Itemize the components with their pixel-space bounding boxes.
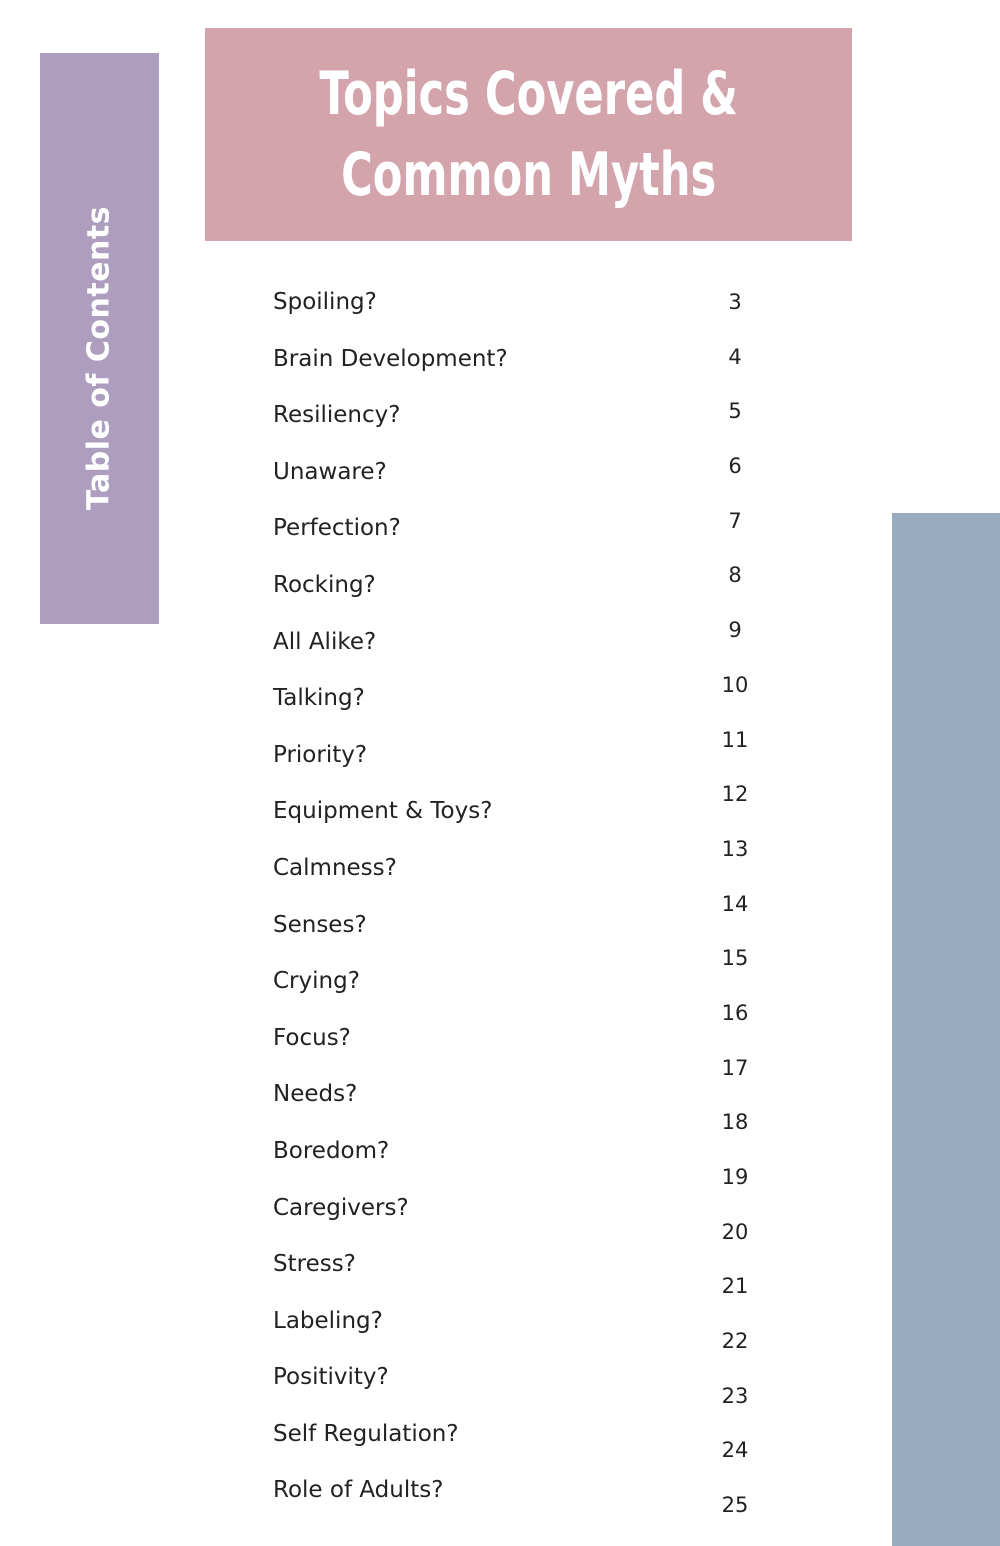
toc-item-title[interactable]: Spoiling? <box>273 289 377 315</box>
toc-page-number: 16 <box>721 1000 749 1025</box>
page-title-line-1: Topics Covered & <box>319 58 738 129</box>
toc-page-number: 9 <box>728 618 742 643</box>
toc-item-title[interactable]: Crying? <box>273 968 360 995</box>
toc-item-title[interactable]: Unaware? <box>273 458 387 485</box>
toc-item-title[interactable]: Resiliency? <box>273 402 401 429</box>
toc-page-number: 22 <box>721 1329 749 1354</box>
toc-page-number: 5 <box>728 399 742 424</box>
toc-item-title[interactable]: Priority? <box>273 741 368 768</box>
toc-page-number: 15 <box>721 946 749 971</box>
page-title-line-2: Common Myths <box>340 139 717 210</box>
toc-page-number: 6 <box>728 454 742 479</box>
toc-item-title[interactable]: Brain Development? <box>273 345 508 372</box>
table-of-contents-label: Table of Contents <box>81 205 117 511</box>
toc-page-number: 11 <box>721 727 749 752</box>
toc-page-number: 25 <box>721 1493 749 1518</box>
toc-item-title[interactable]: Rocking? <box>273 571 376 598</box>
header-banner <box>205 28 852 241</box>
toc-item-title[interactable]: Talking? <box>273 685 365 712</box>
toc-page-number: 17 <box>721 1055 749 1080</box>
toc-item-title[interactable]: Equipment & Toys? <box>273 798 493 825</box>
toc-item-title[interactable]: Role of Adults? <box>273 1477 444 1504</box>
right-band <box>892 513 1000 1546</box>
toc-page-number: 10 <box>721 672 749 697</box>
toc-item-title[interactable]: All Alike? <box>273 628 377 655</box>
toc-item-title[interactable]: Senses? <box>273 911 367 938</box>
page-title <box>319 54 738 216</box>
toc-item-title[interactable]: Self Regulation? <box>273 1420 459 1447</box>
toc-page-numbers-list <box>705 280 765 1538</box>
toc-page-number: 7 <box>728 508 742 533</box>
toc-page-number: 21 <box>721 1274 749 1299</box>
toc-page-number: 8 <box>728 563 742 588</box>
toc-titles-list <box>273 280 508 1525</box>
toc-page-number: 3 <box>728 290 742 314</box>
toc-item-title[interactable]: Perfection? <box>273 515 401 542</box>
toc-page-number: 19 <box>721 1165 749 1189</box>
toc-page-number: 20 <box>721 1219 749 1244</box>
toc-item-title[interactable]: Stress? <box>273 1251 356 1278</box>
toc-page-number: 23 <box>721 1383 749 1408</box>
toc-page-number: 4 <box>728 344 742 369</box>
toc-item-title[interactable]: Calmness? <box>273 854 397 881</box>
toc-page-number: 14 <box>721 891 749 916</box>
toc-item-title[interactable]: Focus? <box>273 1024 351 1051</box>
toc-page-number: 18 <box>721 1110 749 1135</box>
toc-page-number: 12 <box>721 782 749 807</box>
toc-item-title[interactable]: Boredom? <box>273 1137 390 1164</box>
toc-item-title[interactable]: Labeling? <box>273 1307 383 1334</box>
toc-page-number: 24 <box>721 1438 749 1463</box>
toc-item-title[interactable]: Positivity? <box>273 1364 389 1391</box>
toc-item-title[interactable]: Needs? <box>273 1081 358 1108</box>
toc-item-title[interactable]: Caregivers? <box>273 1194 409 1221</box>
toc-page-number: 13 <box>721 836 749 861</box>
